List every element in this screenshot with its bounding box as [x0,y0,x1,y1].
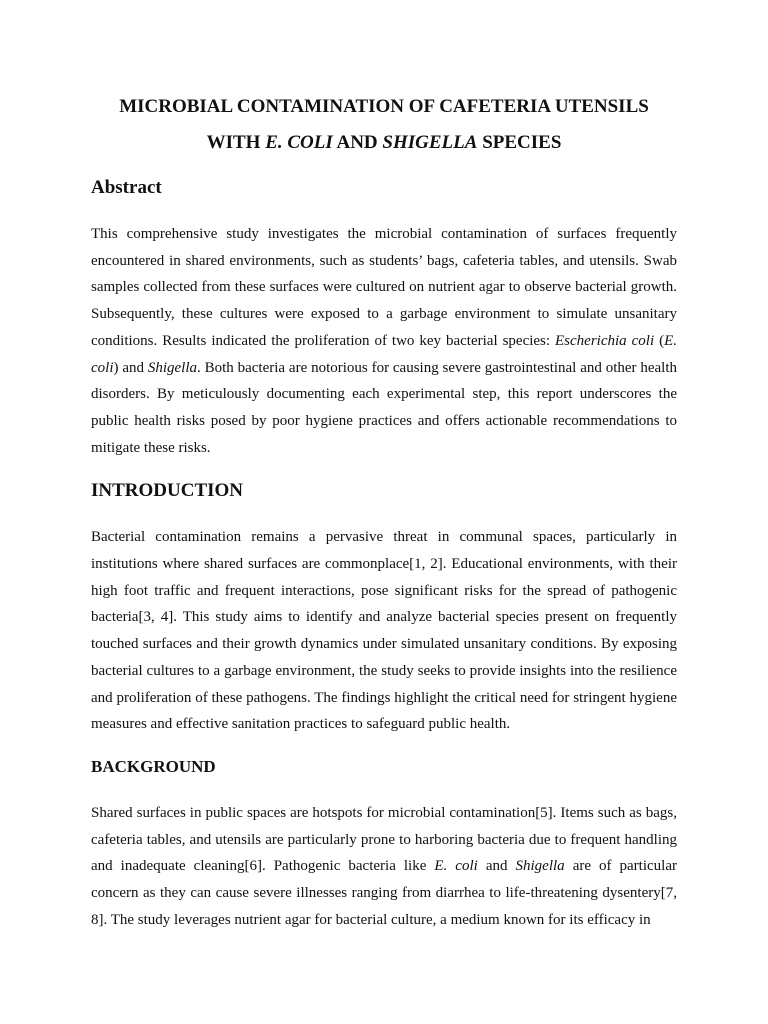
background-text: and [477,858,516,875]
title-line-1: MICROBIAL CONTAMINATION OF CAFETERIA UTENSILS [119,96,649,117]
introduction-heading: INTRODUCTION [91,480,244,502]
abstract-paragraph [91,221,677,461]
title-species-ecoli: E. COLI [265,132,333,153]
introduction-paragraph: Bacterial contamination remains a pervasive threat in communal spaces, particularly in institutions where shared surfaces are commonplace[1, 2]. Educational environments, with their high foot traffic and frequent interactions, pose significant risks for the spread of pathogenic bacteria[3, 4]. This study aims to identify and analyze bacterial species present on frequently touched surfaces and their growth dynamics under simulated unsanitary conditions. By exposing bacterial cultures to a garbage environment, the study seeks to provide insights into the resilience and proliferation of these pathogens. The findings highlight the critical need for stringent hygiene measures and effective sanitation practices to safeguard public health. [91,529,677,733]
background-text: are of particular concern as they can cause severe illnesses ranging from diarrhea to life-threatening dysentery[7, 8]. The study leverages nutrient agar for bacterial culture, a medium known for its efficacy in [91,858,677,928]
species-name: E. coli [91,332,677,376]
abstract-text: . Both bacteria are notorious for causing severe gastrointestinal and other health disorders. By meticulously documenting each experimental step, this report underscores the public health risks posed by poor hygiene practices and offers actionable recommendations to mitigate these risks. [91,359,677,456]
document-page [91,89,677,933]
abstract-text: ( [654,332,665,349]
background-text: Shared surfaces in public spaces are hotspots for microbial contamination[5]. Items such as bags, cafeteria tables, and utensils are particularly prone to harboring bacteria due to frequent handling and inadequate cleaning[6]. Pathogenic bacteria like [91,804,677,875]
abstract-text: This comprehensive study investigates the microbial contamination of surfaces frequently encountered in shared environments, such as students’ bags, cafeteria tables, and utensils. Swab samples collected from these surfaces were cultured on nutrient agar to observe bacterial growth. Subsequently, these cultures were exposed to a garbage environment to simulate unsanitary conditions. Results indicated the proliferation of two key bacterial species: [91,226,677,349]
abstract-text: ) and [113,359,148,376]
title-species-shigella: SHIGELLA [382,132,478,153]
species-name: E. coli [434,858,478,875]
title-line-2 [91,125,677,161]
abstract-heading: Abstract [91,177,162,198]
species-name: Shigella [515,858,565,875]
species-name: Shigella [147,359,198,376]
background-heading: BACKGROUND [91,756,216,776]
title-text: SPECIES [477,132,562,153]
title-text: AND [332,132,383,153]
paper-title [91,89,677,161]
title-text: WITH [206,132,266,153]
species-name: Escherichia coli [555,332,655,349]
background-paragraph [91,800,677,934]
